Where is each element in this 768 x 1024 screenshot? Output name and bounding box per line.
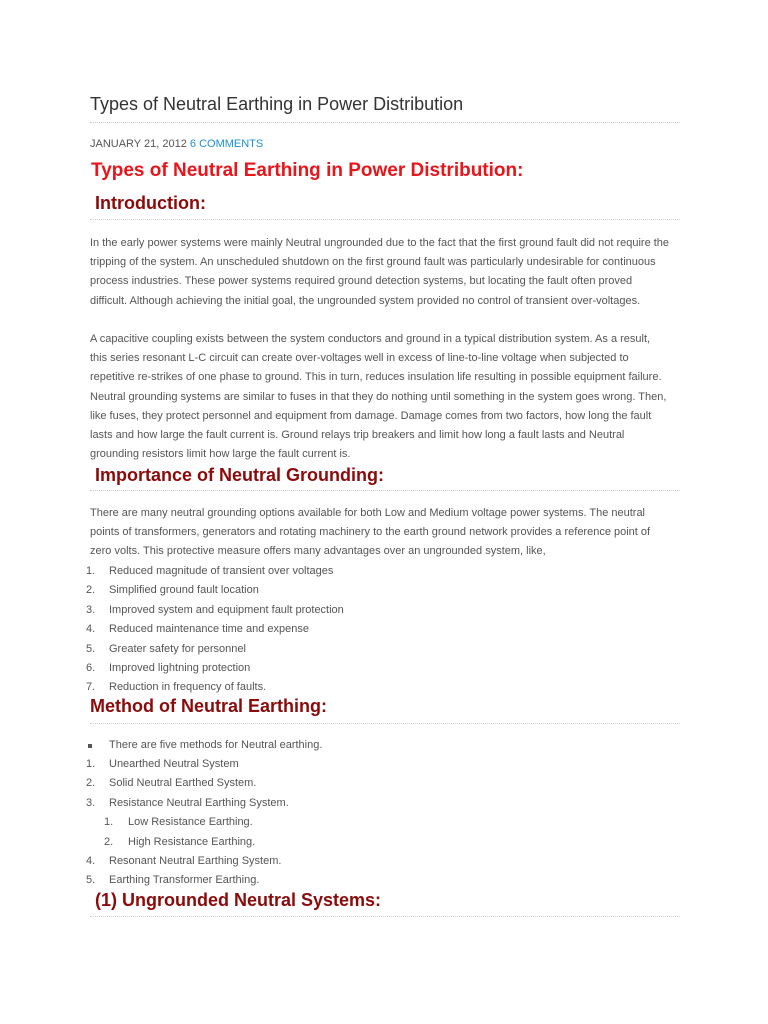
list-item: 6. Improved lightning protection [86,661,251,674]
list-item-text: Simplified ground fault location [109,584,259,597]
intro-paragraph-2: A capacitive coupling exists between the system conductors and ground in a typical distribution system. As a result, this series resonant L-C circuit can create over-voltages well in excess of line-to-line voltage when subjected to repetitive re-strikes of one phase to ground. This in turn, reduces insulation life resulting in possible equipment failure. Neutral grounding systems are similar to fuses in that they do nothing until something in the system goes wrong. Then, like fuses, they protect personnel and equipment from damage. Damage comes from two factors, how long the fault lasts and how large the fault current is. Ground relays trip breakers and limit how long a fault lasts and Neutral grounding resistors limit how large the fault current is. [90,333,667,461]
list-item [90,736,322,755]
list-item-text: Improved system and equipment fault protection [109,603,344,616]
list-item-text: There are five methods for Neutral earthing. [109,739,323,751]
list-item-text: Earthing Transformer Earthing. [109,874,260,887]
importance-heading: Importance of Neutral Grounding: [95,465,385,485]
method-bullet-list [90,736,322,755]
sub-list-item: 2. High Resistance Earthing. [104,835,256,848]
list-item-text: Reduction in frequency of faults. [109,681,267,694]
importance-list [86,562,344,698]
list-item-text: Unearthed Neutral System [109,758,239,770]
list-item-text: High Resistance Earthing. [128,835,256,848]
list-item: 3. Improved system and equipment fault protection [86,603,344,616]
list-item: 7. Reduction in frequency of faults. [86,681,267,694]
post-meta [90,138,263,151]
list-item: 1. Unearthed Neutral System [86,758,239,770]
list-item: 5. Earthing Transformer Earthing. [86,874,260,887]
list-item: 1. Reduced magnitude of transient over voltages [86,565,334,577]
ungrounded-heading: (1) Ungrounded Neutral Systems: [95,890,382,910]
list-item: 2. Simplified ground fault location [86,584,259,597]
article-title: Types of Neutral Earthing in Power Distribution: [91,160,524,181]
list-item: 3. Resistance Neutral Earthing System. [86,796,289,809]
list-item-text: Reduced magnitude of transient over voltages [109,565,334,577]
bullet-icon [88,744,92,748]
list-item: 5. Greater safety for personnel [86,642,246,655]
list-item-text: Low Resistance Earthing. [128,816,253,829]
importance-paragraph: There are many neutral grounding options available for both Low and Medium voltage power systems. The neutral points of transformers, generators and rotating machinery to the earth ground network provides a reference point of zero volts. This protective measure offers many advantages over an ungrounded system, like, [90,507,651,558]
divider [90,490,680,491]
sub-list-item: 1. Low Resistance Earthing. [104,816,253,829]
intro-heading: Introduction: [95,193,206,213]
post-title: Types of Neutral Earthing in Power Distribution [90,94,464,114]
comments-link[interactable]: 6 COMMENTS [189,138,264,150]
list-item: 4. Reduced maintenance time and expense [86,623,309,636]
divider [90,916,680,917]
intro-paragraph-1: In the early power systems were mainly Neutral ungrounded due to the fact that the first ground fault did not require the tripping of the system. An unscheduled shutdown on the first ground fault was particularly undesirable for continuous process industries. These power systems required ground detection systems, but locating the fault often proved difficult. Although achieving the initial goal, the ungrounded system provided no control of transient over-voltages. [90,237,670,307]
list-item: 4. Resonant Neutral Earthing System. [86,854,282,867]
list-item-text: Solid Neutral Earthed System. [109,777,257,790]
list-item: 2. Solid Neutral Earthed System. [86,777,257,790]
list-item-text: Greater safety for personnel [109,642,246,655]
list-item-text: Improved lightning protection [109,661,251,674]
divider [90,122,680,123]
list-item-text: Reduced maintenance time and expense [109,623,309,636]
method-list [86,755,289,891]
list-item-text: Resistance Neutral Earthing System. [109,796,289,809]
divider [90,219,680,220]
list-item-text: Resonant Neutral Earthing System. [109,854,282,867]
method-heading: Method of Neutral Earthing: [90,696,327,716]
divider [90,723,680,724]
post-date: JANUARY 21, 2012 [90,138,187,150]
